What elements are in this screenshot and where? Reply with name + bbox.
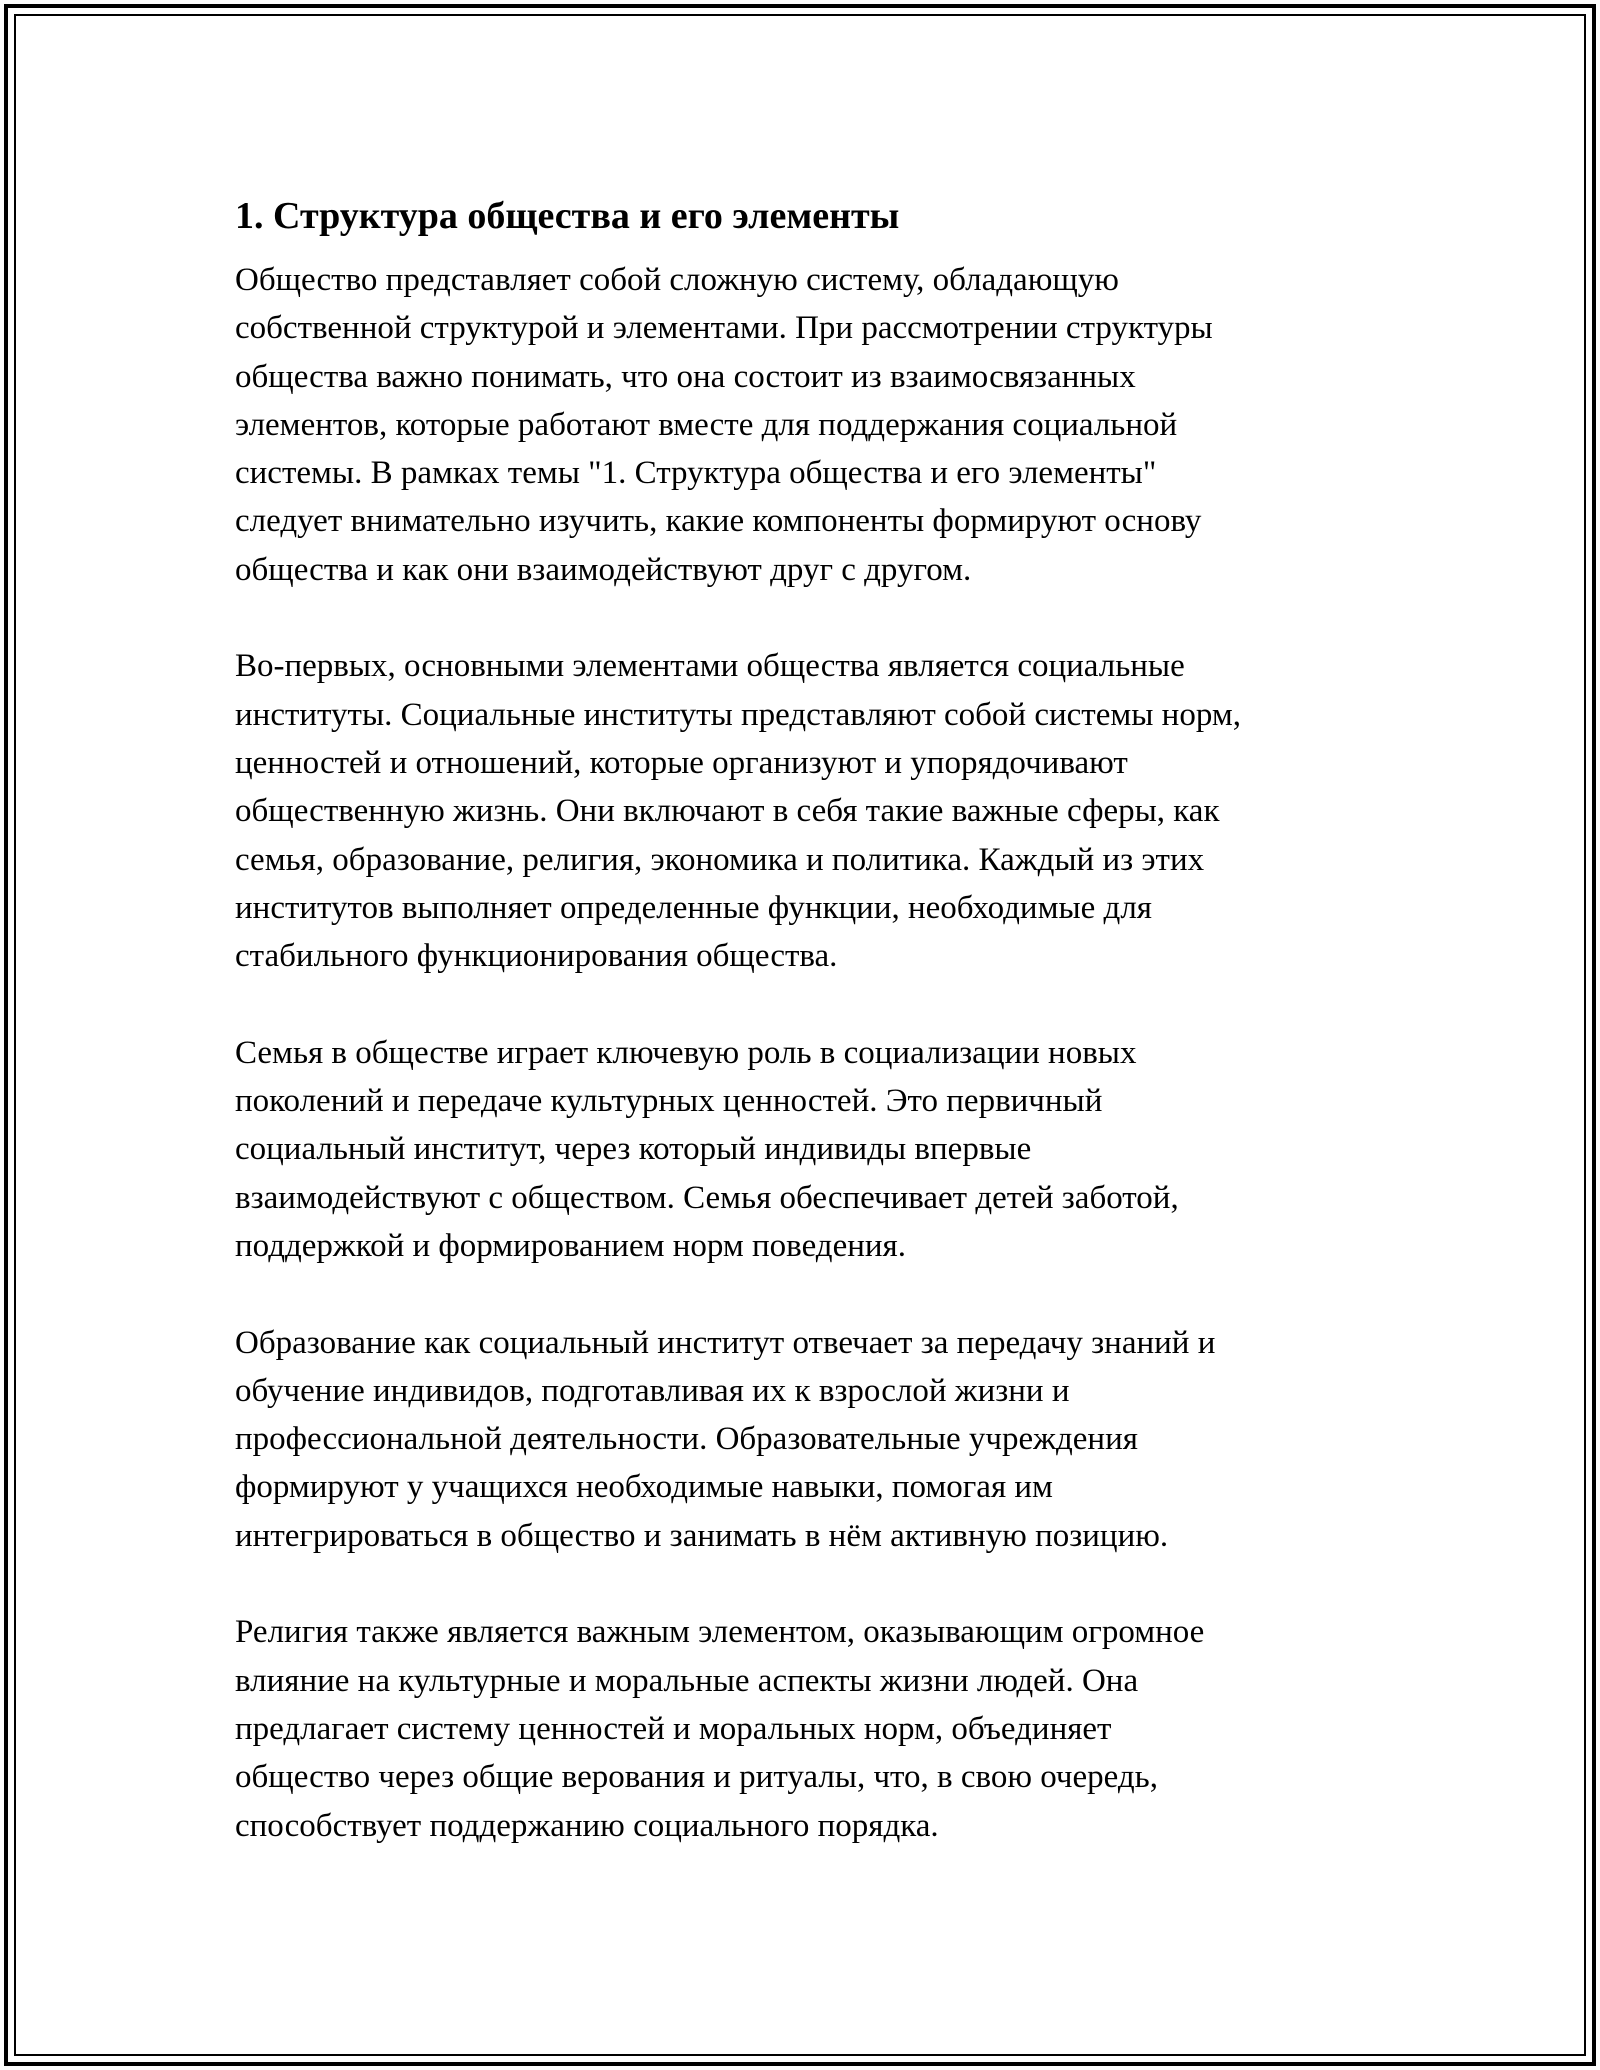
text-line: общества важно понимать, что она состоит из взаимосвязанных	[235, 358, 1136, 395]
text-line: стабильного функционирования общества.	[235, 938, 838, 975]
text-line: системы. В рамках темы "1. Структура общества и его элементы"	[235, 455, 1157, 492]
section-heading: 1. Структура общества и его элементы	[235, 195, 900, 237]
text-line: семья, образование, религия, экономика и политика. Каждый из этих	[235, 841, 1205, 878]
text-line: взаимодействуют с обществом. Семья обеспечивает детей заботой,	[235, 1179, 1179, 1216]
text-line: формируют у учащихся необходимые навыки, помогая им	[235, 1469, 1053, 1506]
text-line: элементов, которые работают вместе для поддержания социальной	[235, 406, 1178, 443]
text-line: поколений и передаче культурных ценностей. Это первичный	[235, 1083, 1103, 1120]
text-line: Общество представляет собой сложную систему, обладающую	[235, 262, 1119, 298]
text-line: следует внимательно изучить, какие компоненты формируют основу	[235, 503, 1202, 540]
paragraph-introduction	[235, 256, 1375, 594]
text-line: социальный институт, через который индивиды впервые	[235, 1131, 1032, 1168]
text-line: интегрироваться в общество и занимать в нём активную позицию.	[235, 1517, 1169, 1554]
text-line: профессиональной деятельности. Образовательные учреждения	[235, 1421, 1138, 1458]
text-line: предлагает систему ценностей и моральных норм, объединяет	[235, 1710, 1112, 1747]
text-line: институты. Социальные институты представляют собой системы норм,	[235, 696, 1241, 733]
text-line: Религия также является важным элементом, оказывающим огромное	[235, 1614, 1205, 1651]
text-line: собственной структурой и элементами. При рассмотрении структуры	[235, 310, 1213, 347]
text-line: влияние на культурные и моральные аспекты жизни людей. Она	[235, 1662, 1139, 1699]
text-line: общества и как они взаимодействуют друг с другом.	[235, 551, 972, 588]
text-line: поддержкой и формированием норм поведения.	[235, 1227, 906, 1264]
text-line: обучение индивидов, подготавливая их к взрослой жизни и	[235, 1372, 1070, 1409]
paragraph-social-institutes	[235, 642, 1375, 980]
text-line: способствует поддержанию социального порядка.	[235, 1807, 939, 1844]
paragraph-education	[235, 1319, 1375, 1560]
document-body	[235, 188, 1375, 1898]
text-line: Семья в обществе играет ключевую роль в социализации новых	[235, 1034, 1137, 1071]
text-line: ценностей и отношений, которые организуют и упорядочивают	[235, 744, 1128, 781]
text-line: Во-первых, основными элементами общества является социальные	[235, 648, 1185, 685]
text-line: институтов выполняет определенные функции, необходимые для	[235, 889, 1152, 926]
text-line: общественную жизнь. Они включают в себя такие важные сферы, как	[235, 793, 1220, 830]
paragraph-religion	[235, 1608, 1375, 1849]
paragraph-family	[235, 1029, 1375, 1270]
text-line: Образование как социальный институт отвечает за передачу знаний и	[235, 1324, 1216, 1361]
text-line: общество через общие верования и ритуалы, что, в свою очередь,	[235, 1759, 1158, 1796]
